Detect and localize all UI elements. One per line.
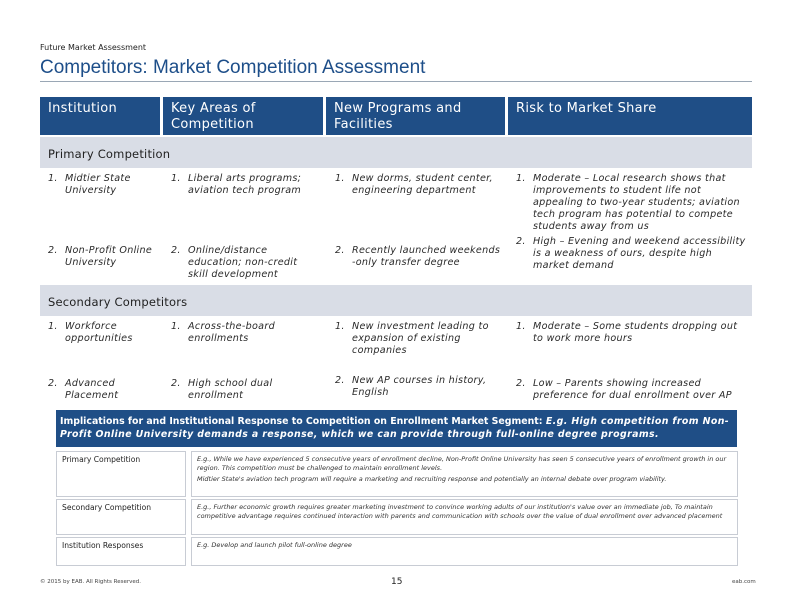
secondary-row-2-risk-text: Low – Parents showing increased preference for dual enrollment over AP <box>533 378 732 401</box>
implications-example: E.g. High competition from Non-Profit Online University demands a response, which we can provide through full-online degree programs. <box>60 416 730 440</box>
footer-site: eab.com <box>732 579 756 585</box>
response-text-primary <box>191 451 738 497</box>
primary-row-2-institution-text: Non-Profit Online University <box>65 245 153 268</box>
col-header-programs: New Programs and Facilities <box>326 97 505 135</box>
col-header-risk: Risk to Market Share <box>508 97 752 135</box>
title-divider <box>40 81 752 82</box>
response-text-secondary <box>191 499 738 535</box>
secondary-row-2-institution-text: Advanced Placement <box>65 378 119 401</box>
secondary-competitors-band: Secondary Competitors <box>40 285 752 316</box>
primary-row-2-programs-text: Recently launched weekends -only transfer degree <box>352 245 501 268</box>
secondary-row-1-risk-text: Moderate – Some students dropping out to work more hours <box>533 321 738 344</box>
implications-banner <box>56 410 737 447</box>
primary-competition-band: Primary Competition <box>40 137 752 168</box>
secondary-row-1-key-areas-text: Across-the-board enrollments <box>188 321 275 344</box>
response-secondary-line-1: E.g., Further economic growth requires greater marketing investment to convince working adults of our institution's value over an immediate job, To maintain competitive advantage requires continued interaction with parents and communication with schools over the value of dual enrollment over advanced placement <box>197 503 723 520</box>
primary-row-1-programs-text: New dorms, student center, engineering department <box>352 173 493 196</box>
section-label: Future Market Assessment <box>40 43 147 52</box>
col-header-institution: Institution <box>40 97 160 135</box>
response-primary-line-2: Midtier State's aviation tech program will require a marketing and recruiting response and potentially an internal debate over program viability. <box>197 475 667 484</box>
response-label-secondary: Secondary Competition <box>56 499 186 535</box>
primary-row-1-key-areas-text: Liberal arts programs; aviation tech program <box>188 173 302 196</box>
page-title: Competitors: Market Competition Assessment <box>40 57 426 78</box>
response-text-institution <box>191 537 738 566</box>
col-header-key-areas: Key Areas of Competition <box>163 97 323 135</box>
primary-row-1-institution-text: Midtier State University <box>65 173 131 196</box>
response-institution-line-1: E.g. Develop and launch pilot full-online degree <box>197 541 352 549</box>
primary-row-2-key-areas-text: Online/distance education; non-credit skill development <box>188 245 298 280</box>
primary-row-1-risk-text: Moderate – Local research shows that improvements to student life not appealing to two-year students; aviation tech program has potential to compete students away from us <box>533 173 740 232</box>
response-label-primary: Primary Competition <box>56 451 186 497</box>
secondary-row-1-programs-text: New investment leading to expansion of existing companies <box>352 321 489 356</box>
response-label-institution: Institution Responses <box>56 537 186 566</box>
secondary-row-1-institution-text: Workforce opportunities <box>65 321 133 344</box>
primary-row-2-risk-text: High – Evening and weekend accessibility is a weakness of ours, despite high market demand <box>533 236 746 271</box>
secondary-row-2-programs-text: New AP courses in history, English <box>352 375 487 398</box>
response-primary-line-1: E.g., While we have experienced 5 consecutive years of enrollment decline, Non-Profit Online University has seen 5 consecutive years of enrollment growth in our region. This competition must be challenged to maintain enrollment levels. <box>197 455 727 472</box>
page-number: 15 <box>391 577 403 587</box>
secondary-row-2-key-areas-text: High school dual enrollment <box>188 378 273 401</box>
footer-copyright: © 2015 by EAB. All Rights Reserved. <box>40 579 142 585</box>
implications-lead: Implications for and Institutional Response to Competition on Enrollment Market Segment: <box>60 416 543 427</box>
